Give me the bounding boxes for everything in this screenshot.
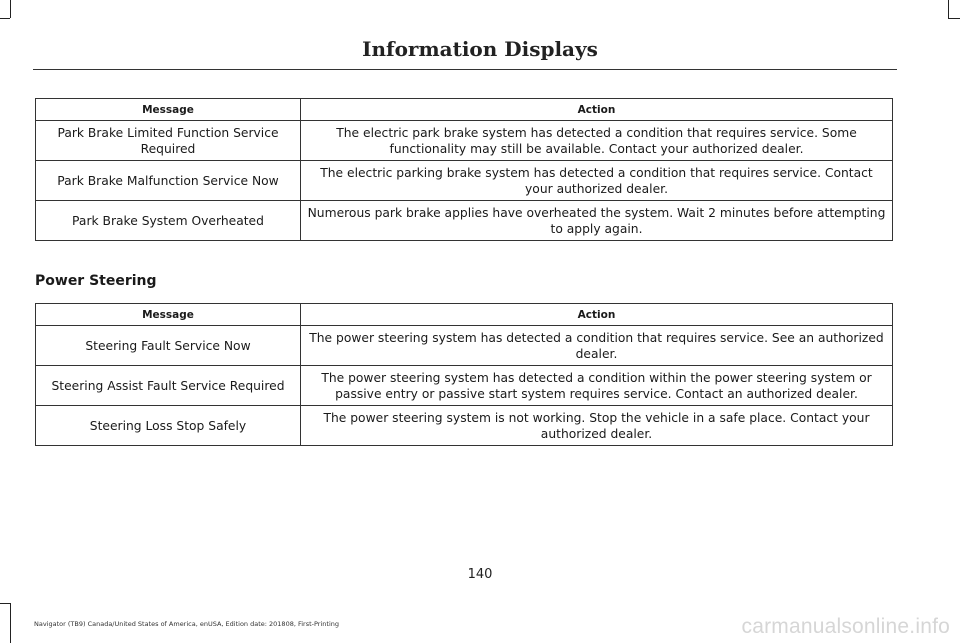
table-row: [36, 201, 893, 241]
crop-mark-bottom-left: [10, 603, 11, 643]
message-cell: Park Brake System Overheated: [36, 201, 301, 241]
action-cell: The power steering system has detected a condition within the power steering system or passive entry or passive start system requires service. Contact an authorized dealer.: [301, 366, 893, 406]
page-number: 140: [467, 567, 493, 582]
column-header-action: Action: [301, 99, 893, 121]
action-cell: The electric parking brake system has detected a condition that requires service. Contact your authorized dealer.: [301, 161, 893, 201]
park-brake-messages-table: [35, 98, 893, 241]
watermark: carmanualsonline.info: [741, 615, 950, 638]
crop-mark-top-left: [10, 0, 11, 18]
title-rule: [33, 69, 897, 70]
page-title: Information Displays: [362, 37, 598, 61]
action-cell: The power steering system has detected a condition that requires service. See an authorized dealer.: [301, 326, 893, 366]
action-cell: The electric park brake system has detected a condition that requires service. Some functionality may still be available. Contact your authorized dealer.: [301, 121, 893, 161]
table-header-row: [36, 304, 893, 326]
column-header-action: Action: [301, 304, 893, 326]
message-cell: Park Brake Limited Function Service Required: [36, 121, 301, 161]
column-header-message: Message: [36, 99, 301, 121]
action-cell: The power steering system is not working. Stop the vehicle in a safe place. Contact your authorized dealer.: [301, 406, 893, 446]
action-cell: Numerous park brake applies have overheated the system. Wait 2 minutes before attempting to apply again.: [301, 201, 893, 241]
table-row: [36, 121, 893, 161]
message-cell: Steering Assist Fault Service Required: [36, 366, 301, 406]
table-row: [36, 161, 893, 201]
table-row: [36, 406, 893, 446]
table-row: [36, 326, 893, 366]
crop-mark-bottom-left-h: [0, 603, 10, 604]
table-row: [36, 366, 893, 406]
section-heading-power-steering: Power Steering: [35, 273, 157, 289]
table-header-row: [36, 99, 893, 121]
message-cell: Park Brake Malfunction Service Now: [36, 161, 301, 201]
message-cell: Steering Fault Service Now: [36, 326, 301, 366]
column-header-message: Message: [36, 304, 301, 326]
power-steering-messages-table: [35, 303, 893, 446]
crop-mark-top-right: [948, 0, 949, 18]
message-cell: Steering Loss Stop Safely: [36, 406, 301, 446]
crop-mark-top-left-h: [0, 18, 10, 19]
edition-footer: Navigator (TB9) Canada/United States of America, enUSA, Edition date: 201808, First-Printing: [34, 620, 339, 628]
crop-mark-top-right-h: [948, 18, 960, 19]
